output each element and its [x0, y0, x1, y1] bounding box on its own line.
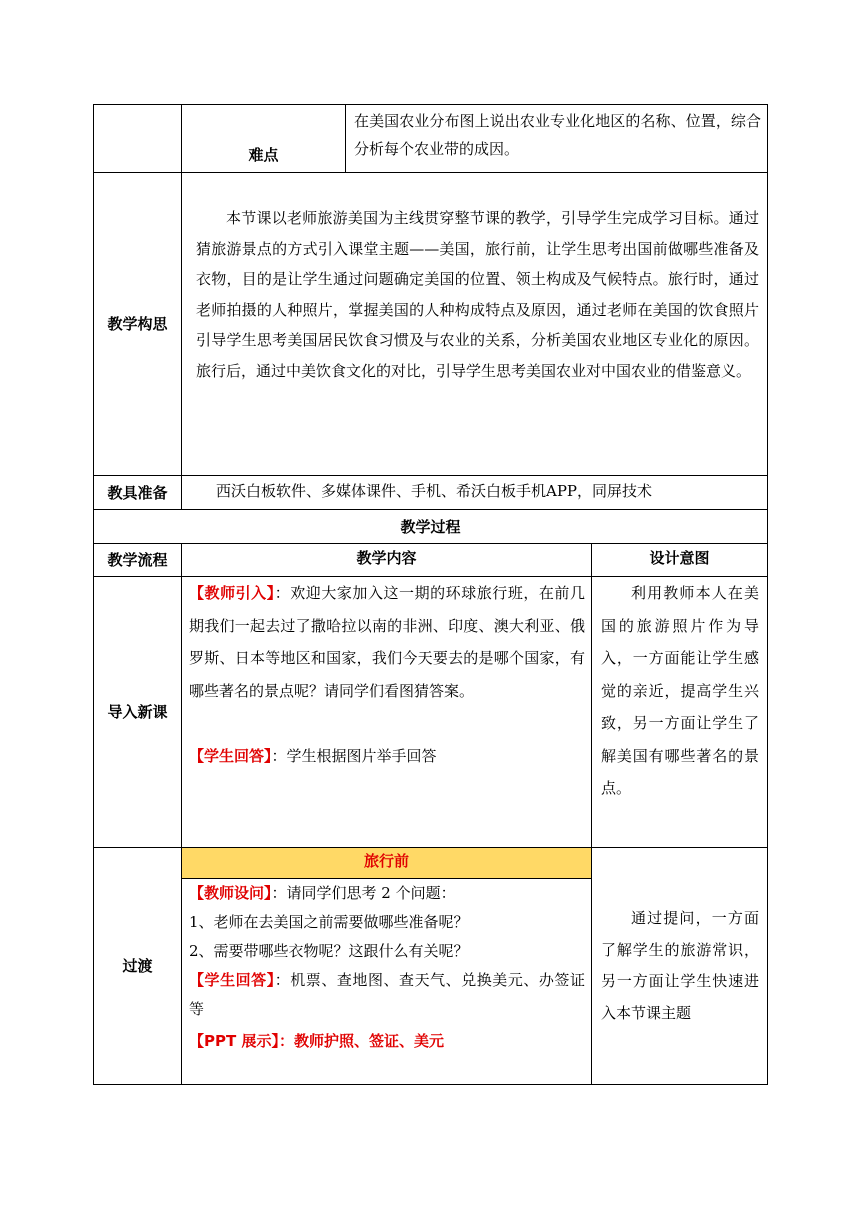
student-answer-tag: 【学生回答】 — [189, 747, 272, 765]
teacher-question-tag: 【教师设问】 — [189, 884, 272, 902]
header-intent: 设计意图 — [592, 544, 768, 577]
difficulty-left-cell — [94, 105, 182, 173]
intro-intent: 利用教师本人在美国的旅游照片作为导入，一方面能让学生感觉的亲近，提高学生兴致，另一方面让学生了解美国有哪些著名的景点。 — [601, 584, 760, 797]
transition-intent-cell — [592, 848, 768, 1085]
ppt-paragraph — [189, 1027, 585, 1056]
before-trip-banner: 旅行前 — [182, 848, 591, 879]
header-content: 教学内容 — [182, 544, 592, 577]
intro-label: 导入新课 — [94, 577, 182, 848]
concept-row — [94, 173, 768, 476]
intro-student-paragraph — [189, 740, 585, 772]
difficulty-content: 在美国农业分布图上说出农业专业化地区的名称、位置，综合分析每个农业带的成因。 — [354, 112, 762, 158]
transition-student-text: ：机票、查地图、查天气、兑换美元、办签证等 — [189, 971, 585, 1018]
intro-teacher-paragraph — [189, 577, 585, 707]
teacher-question-text: ：请同学们思考 2 个问题： — [271, 884, 456, 902]
tools-content: 西沃白板软件、多媒体课件、手机、希沃白板手机APP，同屏技术 — [216, 482, 653, 500]
teacher-intro-text: ：欢迎大家加入这一期的环球旅行班，在前几期我们一起去过了撒哈拉以南的非洲、印度、澳大利亚、俄罗斯、日本等地区和国家，我们今天要去的是哪个国家，有哪些著名的景点呢？请同学们看图猜答案。 — [189, 584, 585, 700]
difficulty-label: 难点 — [248, 146, 279, 164]
process-title-row — [94, 510, 768, 544]
intro-row — [94, 577, 768, 848]
transition-intent: 通过提问，一方面了解学生的旅游常识，另一方面让学生快速进入本节课主题 — [601, 909, 760, 1022]
lesson-plan-table — [93, 104, 768, 1085]
tools-row — [94, 476, 768, 510]
question-2: 2、需要带哪些衣物呢？这跟什么有关呢？ — [189, 942, 469, 960]
question-1: 1、老师在去美国之前需要做哪些准备呢？ — [189, 913, 469, 931]
transition-student-tag: 【学生回答】 — [189, 971, 275, 989]
intro-content-cell — [182, 577, 592, 848]
difficulty-content-cell — [346, 105, 768, 173]
student-answer-text: ：学生根据图片举手回答 — [271, 747, 437, 765]
difficulty-label-cell — [182, 105, 346, 173]
concept-label: 教学构思 — [94, 173, 182, 476]
concept-content-cell — [182, 173, 768, 476]
transition-row — [94, 848, 768, 1085]
tools-content-cell — [182, 476, 768, 510]
header-flow: 教学流程 — [94, 544, 182, 577]
transition-content-cell — [182, 848, 592, 1085]
transition-label: 过渡 — [94, 848, 182, 1085]
ppt-tag: 【PPT 展示】 — [189, 1032, 279, 1050]
process-title: 教学过程 — [94, 510, 768, 544]
difficulty-row — [94, 105, 768, 173]
process-header-row — [94, 544, 768, 577]
concept-content: 本节课以老师旅游美国为主线贯穿整节课的教学，引导学生完成学习目标。通过猜旅游景点的方式引入课堂主题——美国，旅行前，让学生思考出国前做哪些准备及衣物，目的是让学生通过问题确定美国的位置、领土构成及气候特点。旅行时，通过老师拍摄的人种照片，掌握美国的人种构成特点及原因，通过老师在美国的饮食照片引导学生思考美国居民饮食习惯及与农业的关系，分析美国农业地区专业化的原因。旅行后，通过中美饮食文化的对比，引导学生思考美国农业对中国农业的借鉴意义。 — [196, 209, 760, 380]
question-paragraph — [189, 879, 585, 908]
intro-intent-cell — [592, 577, 768, 848]
tools-label: 教具准备 — [94, 476, 182, 510]
transition-student-paragraph — [189, 966, 585, 1024]
teacher-intro-tag: 【教师引入】 — [189, 584, 275, 602]
ppt-text: ：教师护照、签证、美元 — [278, 1032, 444, 1050]
